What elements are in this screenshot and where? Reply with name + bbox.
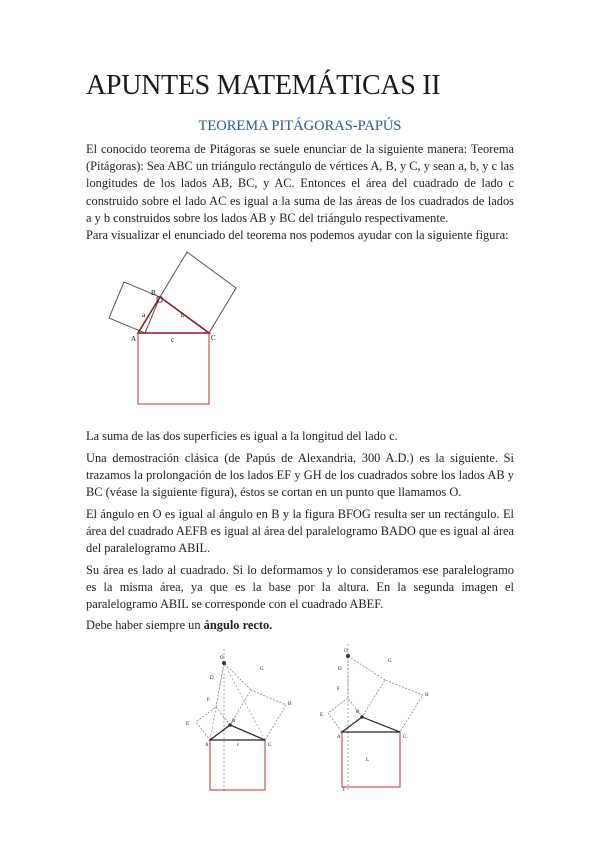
label-B: B [151, 289, 156, 297]
paragraph-right-angle: Debe haber siempre un ángulo recto. [86, 618, 273, 632]
section-subtitle: TEOREMA PITÁGORAS-PAPÚS [198, 118, 402, 134]
square-c-2 [342, 732, 400, 787]
label-B: B [232, 719, 236, 724]
label-H: H [288, 702, 292, 707]
paragraph-demonstration: Una demostración clásica (de Papús de Alexandria, 300 A.D.) es la siguiente. Si trazamos la prolongación de los lados EF y GH de los cuadrados sobre los lados AB y BC (véase la siguiente figura), éstos se cortan en un punto que llamamos O. [86, 451, 514, 500]
label-A: A [337, 735, 341, 740]
papus-figure-2 [315, 640, 435, 795]
label-D: D [210, 676, 214, 681]
label-a: a [142, 311, 146, 319]
label-C: C [268, 743, 272, 748]
label-E: E [186, 722, 190, 727]
label-c: c [171, 336, 175, 344]
label-A: A [131, 335, 137, 343]
pythagoras-figure [100, 245, 250, 415]
label-E: E [320, 713, 324, 718]
label-C: C [211, 334, 216, 342]
label-c: c [237, 743, 240, 748]
label-G: G [260, 667, 264, 672]
triangle-abc [138, 297, 209, 333]
paragraph-area: Su área es lado al cuadrado. Si lo deformamos y lo consideramos ese paralelogramo es la misma área, ya que es la base por la altura. En la segunda imagen el paralelogramo ABIL se corresponde con el cuadrado ABEF. [86, 563, 514, 612]
label-O: O [344, 649, 348, 654]
paragraph-theorem: El conocido teorema de Pitágoras se suele enunciar de la siguiente manera: Teorema (Pitágoras): Sea ABC un triángulo rectángulo de vértices A, B, y C, y sean a, b, y c las longitudes de los lados AB, BC, y AC. Entonces el área del cuadrado de lado c construido sobre el lado AC es igual a la suma de las áreas de los cuadrados de lados a y b construidos sobre los lados AB y BC del triángulo respectivamente. [86, 142, 514, 225]
papus-figure-1 [183, 645, 298, 795]
label-G: G [388, 659, 392, 664]
label-H: H [425, 693, 429, 698]
label-D: D [338, 667, 342, 672]
label-A: A [205, 743, 209, 748]
label-L: L [366, 758, 370, 763]
paragraph-visualize: Para visualizar el enunciado del teorema nos podemos ayudar con la siguiente figura: [86, 228, 509, 242]
label-b: b [181, 311, 185, 319]
square-b [160, 252, 236, 333]
label-O: O [220, 656, 224, 661]
page-title: APUNTES MATEMÁTICAS II [86, 70, 441, 101]
paragraph-sum: La suma de las dos superficies es igual a la longitud del lado c. [86, 429, 398, 443]
label-F: F [207, 698, 210, 703]
label-B: B [356, 710, 360, 715]
label-I: I [343, 788, 345, 793]
label-F: F [337, 687, 340, 692]
bold-right-angle: ángulo recto. [203, 618, 273, 632]
paragraph-angle-o: El ángulo en O es igual al ángulo en B y la figura BFOG resulta ser un rectángulo. El área del cuadrado AEFB es igual al área del paralelogramo BADO que es igual al área del paralelogramo ABIL. [86, 507, 514, 556]
label-C: C [403, 735, 407, 740]
